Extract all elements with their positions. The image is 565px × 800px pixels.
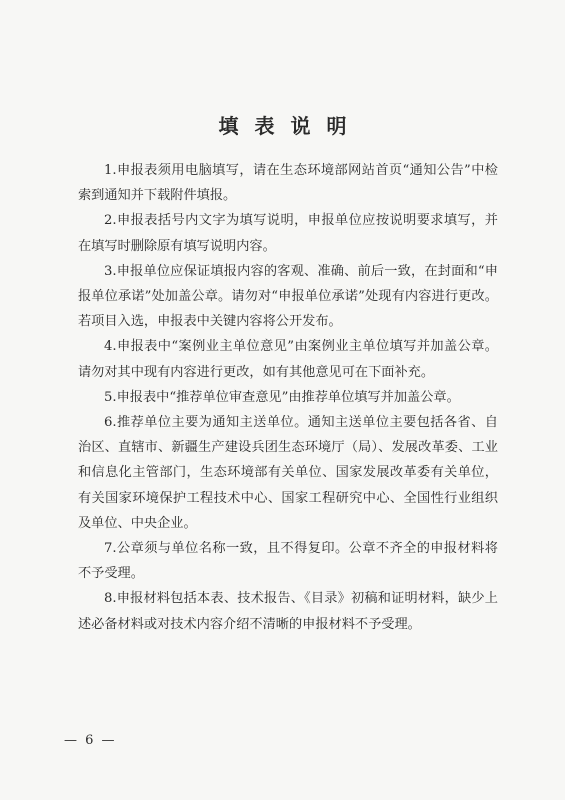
instruction-paragraph-4: 4.申报表中“案例业主单位意见”由案例业主单位填写并加盖公章。请勿对其中现有内容进行更改，如有其他意见可在下面补充。	[78, 339, 498, 380]
instruction-paragraph-6: 6.推荐单位主要为通知主送单位。通知主送单位主要包括各省、自治区、直辖市、新疆生产建设兵团生态环境厅（局）、发展改革委、工业和信息化主管部门，生态环境部有关单位、国家发展改革委有关单位，有关国家环境保护工程技术中心、国家工程研究中心、全国性行业组织及单位、中央企业。	[78, 415, 498, 531]
instruction-paragraph-3: 3.申报单位应保证填报内容的客观、准确、前后一致，在封面和“申报单位承诺”处加盖公章。请勿对“申报单位承诺”处现有内容进行更改。若项目入选，申报表中关键内容将公开发布。	[78, 263, 498, 330]
instruction-paragraph-2: 2.申报表括号内文字为填写说明，申报单位应按说明要求填写，并在填写时删除原有填写说明内容。	[78, 213, 498, 254]
instruction-paragraph-1: 1.申报表须用电脑填写，请在生态环境部网站首页“通知公告”中检索到通知并下载附件填报。	[78, 163, 498, 204]
page-title: 填表说明	[218, 114, 363, 138]
instruction-paragraph-8: 8.申报材料包括本表、技术报告、《目录》初稿和证明材料，缺少上述必备材料或对技术内容介绍不清晰的申报材料不予受理。	[78, 591, 498, 632]
instruction-paragraph-7: 7.公章须与单位名称一致，且不得复印。公章不齐全的申报材料将不予受理。	[78, 541, 498, 582]
page-number: — 6 —	[64, 733, 117, 748]
instruction-paragraph-5: 5.申报表中“推荐单位审查意见”由推荐单位填写并加盖公章。	[104, 389, 460, 405]
instructions-body	[78, 158, 498, 637]
